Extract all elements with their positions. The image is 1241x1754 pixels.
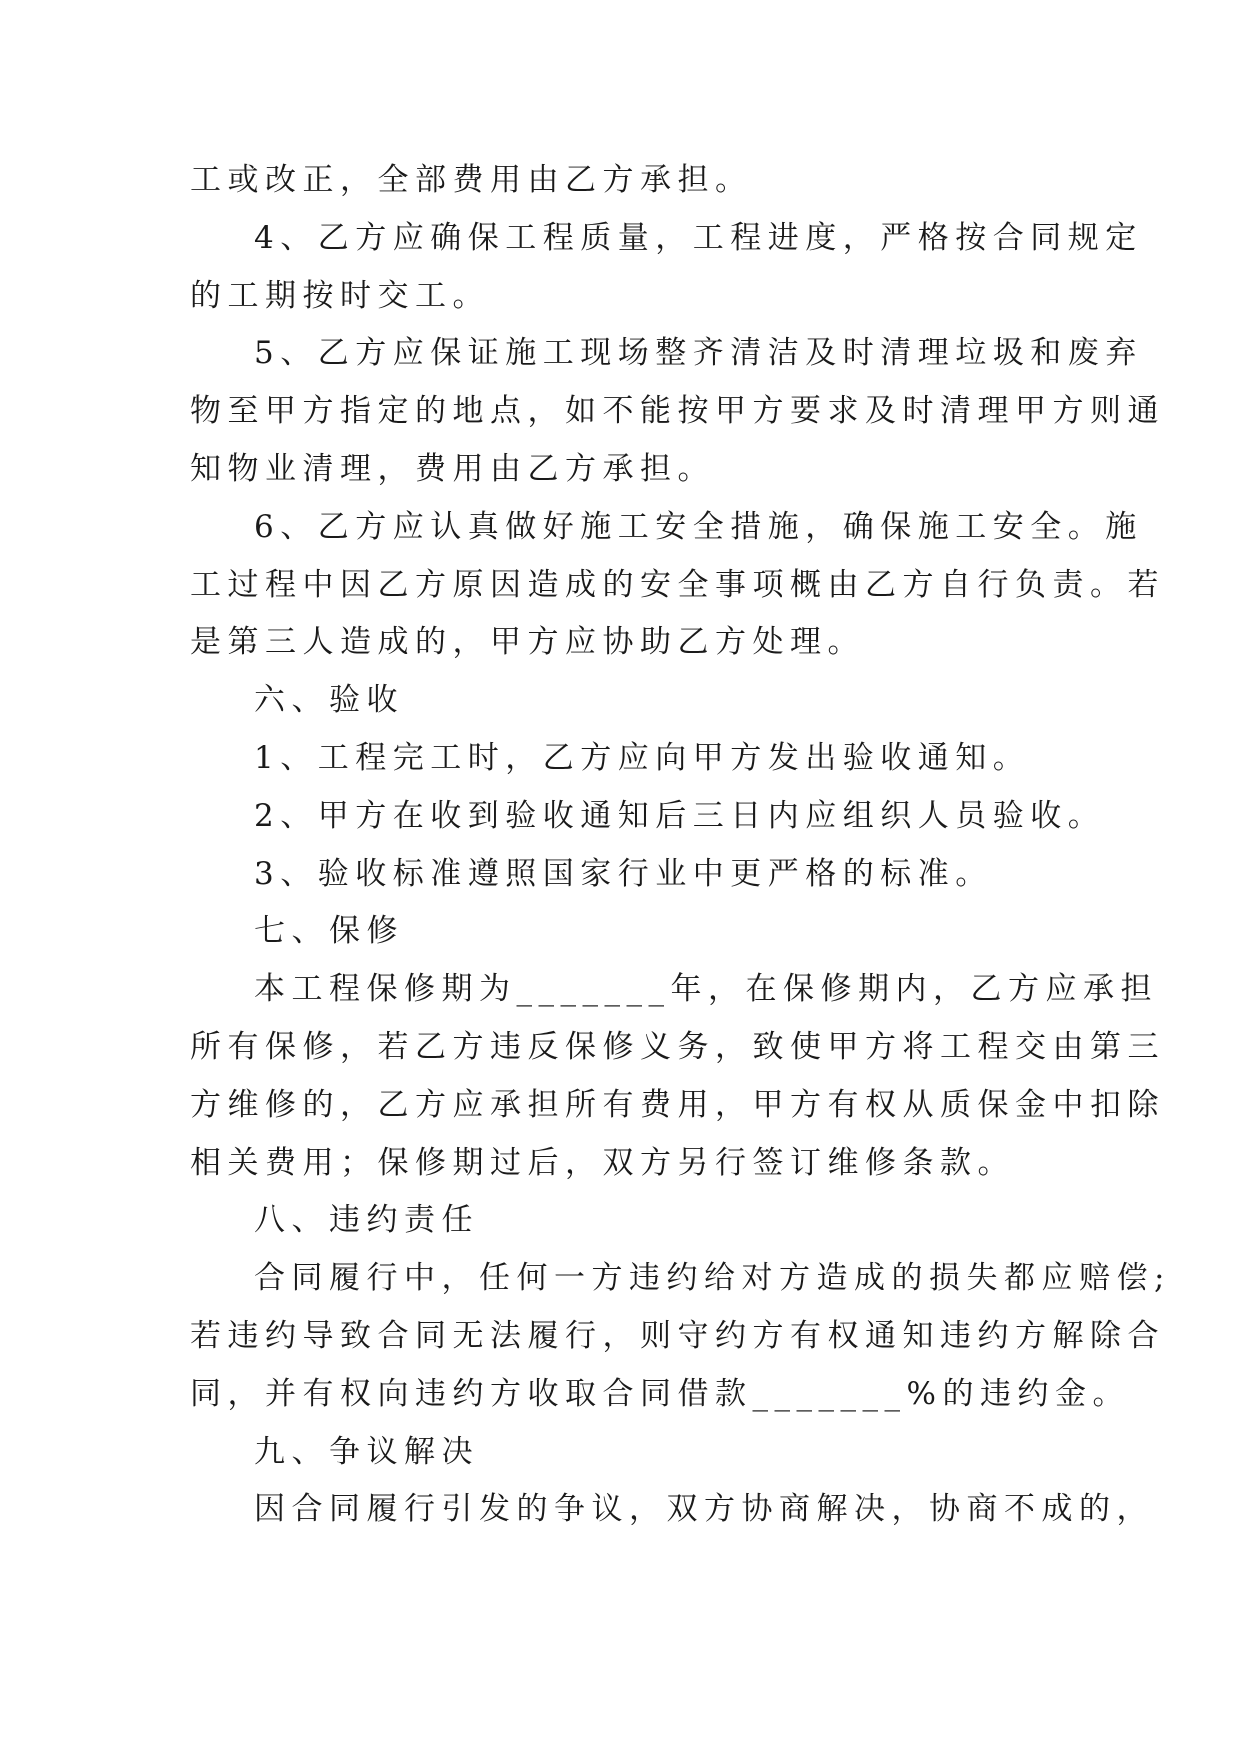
section-heading-dispute: 九、争议解决 xyxy=(254,1433,479,1470)
text-line-2: 4、乙方应确保工程质量，工程进度，严格按合同规定 xyxy=(254,219,1143,256)
contract-text-body xyxy=(190,152,1171,1539)
section-heading-acceptance: 六、验收 xyxy=(254,682,404,719)
text-line-16: 所有保修，若乙方违反保修义务，致使甲方将工程交由第三 xyxy=(190,1028,1165,1065)
text-line-8: 工过程中因乙方原因造成的安全事项概由乙方自行负责。若 xyxy=(190,566,1165,603)
text-line-4: 5、乙方应保证施工现场整齐清洁及时清理垃圾和废弃 xyxy=(254,335,1143,372)
text-line-5: 物至甲方指定的地点，如不能按甲方要求及时清理甲方则通 xyxy=(190,393,1165,430)
text-line-9: 是第三人造成的，甲方应协助乙方处理。 xyxy=(190,624,865,661)
text-line-11: 1、工程完工时，乙方应向甲方发出验收通知。 xyxy=(254,739,1031,776)
text-line-7: 6、乙方应认真做好施工安全措施，确保施工安全。施 xyxy=(254,508,1143,545)
text-line-12: 2、甲方在收到验收通知后三日内应组织人员验收。 xyxy=(254,797,1106,834)
text-line-21: 若违约导致合同无法履行，则守约方有权通知违约方解除合 xyxy=(190,1317,1165,1354)
text-line-22: 同，并有权向违约方收取合同借款_______%的违约金。 xyxy=(190,1375,1130,1412)
text-line-18: 相关费用；保修期过后，双方另行签订维修条款。 xyxy=(190,1144,1015,1181)
text-line-3: 的工期按时交工。 xyxy=(190,277,490,314)
text-line-6: 知物业清理，费用由乙方承担。 xyxy=(190,450,715,487)
section-heading-warranty: 七、保修 xyxy=(254,913,404,950)
text-line-20: 合同履行中，任何一方违约给对方造成的损失都应赔偿; xyxy=(254,1260,1171,1297)
text-line-17: 方维修的，乙方应承担所有费用，甲方有权从质保金中扣除 xyxy=(190,1086,1165,1123)
text-line-13: 3、验收标准遵照国家行业中更严格的标准。 xyxy=(254,855,993,892)
text-line-15: 本工程保修期为_______年，在保修期内，乙方应承担 xyxy=(254,971,1158,1008)
text-line-1: 工或改正，全部费用由乙方承担。 xyxy=(190,162,753,198)
section-heading-liability: 八、违约责任 xyxy=(254,1202,479,1239)
text-line-24: 因合同履行引发的争议，双方协商解决，协商不成的， xyxy=(254,1491,1154,1528)
